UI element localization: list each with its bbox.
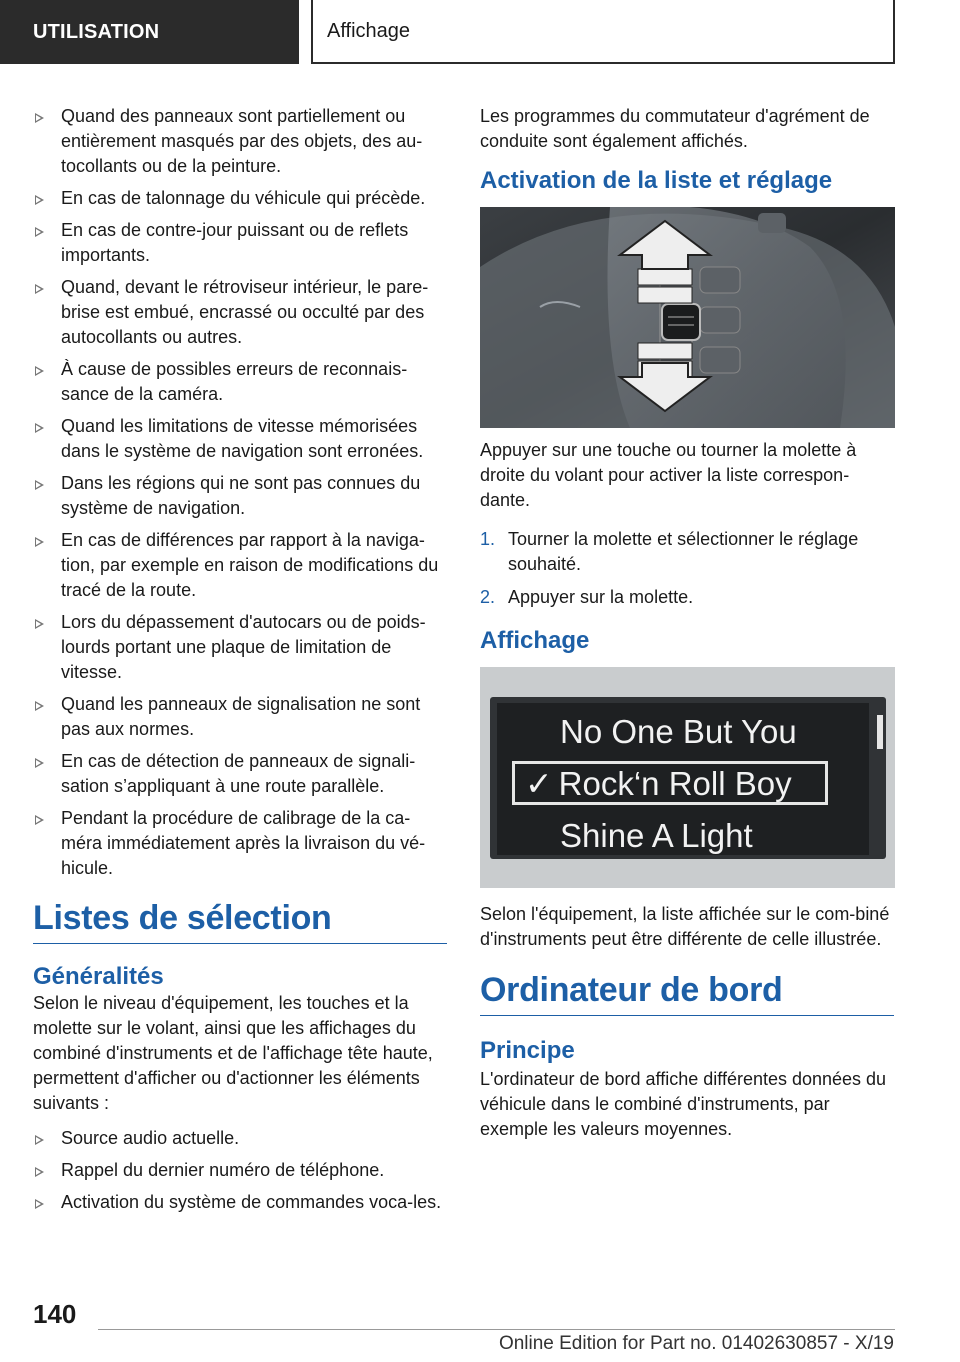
principle-paragraph: L'ordinateur de bord affiche différentes données du véhicule dans le combiné d'instruments, par exemple les valeurs moyennes. [480, 1069, 887, 1139]
display-list-item-label: No One But You [560, 712, 797, 750]
chapter-title: Affichage [311, 0, 895, 64]
list-item-text: Pendant la procédure de calibrage de la ca-méra immédiatement après la livraison du vé-hicule. [61, 808, 426, 878]
list-item [33, 749, 447, 799]
display-list-item-label: Shine A Light [560, 816, 753, 854]
footer-edition: Online Edition for Part no. 01402630857 - X/19 [498, 1333, 894, 1354]
checkmark-icon: ✓ [525, 764, 553, 802]
activation-paragraph: Appuyer sur une touche ou tourner la molette à droite du volant pour activer la liste correspon-dante. [480, 440, 857, 510]
subheading-display: Affichage [480, 627, 590, 654]
triangle-bullet-icon [35, 537, 44, 547]
display-caption: Selon l'équipement, la liste affichée sur le com-biné d'instruments peut être différente de celle illustrée. [480, 904, 890, 949]
steps-list [480, 527, 894, 610]
triangle-bullet-icon [35, 113, 44, 123]
list-item [33, 186, 447, 211]
subheading-principle: Principe [480, 1037, 575, 1064]
triangle-bullet-icon [35, 815, 44, 825]
step-number: 2. [480, 587, 496, 607]
list-item-text: Dans les régions qui ne sont pas connues du système de navigation. [61, 473, 421, 518]
subheading-general: Généralités [33, 963, 164, 990]
display-list-item [514, 709, 830, 753]
display-list-item [514, 813, 830, 857]
triangle-bullet-icon [35, 423, 44, 433]
display-list-image [480, 667, 895, 888]
list-item-text: Quand des panneaux sont partiellement ou entièrement masqués par des objets, des au-tocollants ou de la peinture. [61, 106, 423, 176]
triangle-bullet-icon [35, 758, 44, 768]
triangle-bullet-icon [35, 1135, 44, 1145]
step-item [480, 527, 894, 577]
list-item [33, 104, 447, 179]
list-item [33, 528, 447, 603]
triangle-bullet-icon [35, 1167, 44, 1177]
subheading-activation: Activation de la liste et réglage [480, 167, 833, 194]
selection-items-list [33, 1126, 447, 1215]
step-text: Appuyer sur la molette. [508, 587, 694, 607]
left-column [33, 104, 447, 1222]
steering-wheel-image [480, 207, 895, 428]
triangle-bullet-icon [35, 366, 44, 376]
triangle-bullet-icon [35, 1199, 44, 1209]
general-paragraph: Selon le niveau d'équipement, les touches et la molette sur le volant, ainsi que les affichages du combiné d'instruments et de l'affichage tête haute, permettent d'afficher ou d'actionner les éléments suivants : [33, 993, 433, 1113]
list-item [33, 275, 447, 350]
list-item [33, 1158, 447, 1183]
list-item [33, 471, 447, 521]
list-item [33, 1190, 447, 1215]
step-item [480, 585, 894, 610]
conditions-list [33, 104, 447, 881]
list-item-text: Source audio actuelle. [61, 1128, 240, 1148]
section-heading-onboard-computer: Ordinateur de bord [480, 978, 894, 1016]
list-item [33, 1126, 447, 1151]
step-number: 1. [480, 529, 496, 549]
right-column [480, 104, 894, 1142]
list-item [33, 414, 447, 464]
footer-divider [98, 1329, 895, 1330]
list-item-text: En cas de talonnage du véhicule qui précède. [61, 188, 426, 208]
display-list-item-label: Rock‘n Roll Boy [558, 764, 792, 802]
step-text: Tourner la molette et sélectionner le réglage souhaité. [508, 529, 859, 574]
list-item-text: Activation du système de commandes voca-les. [61, 1192, 442, 1212]
list-item [33, 692, 447, 742]
list-item-text: En cas de détection de panneaux de signali-sation s’appliquant à une route parallèle. [61, 751, 416, 796]
triangle-bullet-icon [35, 195, 44, 205]
list-item [33, 806, 447, 881]
triangle-bullet-icon [35, 480, 44, 490]
section-tab: UTILISATION [0, 0, 299, 64]
list-item-text: En cas de différences par rapport à la naviga-tion, par exemple en raison de modifications du tracé de la route. [61, 530, 439, 600]
list-item [33, 610, 447, 685]
list-item [33, 357, 447, 407]
triangle-bullet-icon [35, 619, 44, 629]
list-item-text: À cause de possibles erreurs de reconnais-sance de la caméra. [61, 359, 408, 404]
intro-paragraph: Les programmes du commutateur d'agrément de conduite sont également affichés. [480, 106, 870, 151]
list-item-text: Quand, devant le rétroviseur intérieur, le pare-brise est embué, encrassé ou occulté par des autocollants ou autres. [61, 277, 429, 347]
section-heading-selection: Listes de sélection [33, 906, 447, 944]
triangle-bullet-icon [35, 227, 44, 237]
list-item-text: Rappel du dernier numéro de téléphone. [61, 1160, 385, 1180]
list-item-text: En cas de contre-jour puissant ou de reflets importants. [61, 220, 409, 265]
list-item-text: Lors du dépassement d'autocars ou de poids-lourds portant une plaque de limitation de vitesse. [61, 612, 426, 682]
triangle-bullet-icon [35, 284, 44, 294]
list-item-text: Quand les limitations de vitesse mémorisées dans le système de navigation sont erronées. [61, 416, 424, 461]
page-number: 140 [33, 1299, 77, 1329]
display-list-item-selected [512, 761, 828, 805]
list-item [33, 218, 447, 268]
list-item-text: Quand les panneaux de signalisation ne sont pas aux normes. [61, 694, 421, 739]
triangle-bullet-icon [35, 701, 44, 711]
